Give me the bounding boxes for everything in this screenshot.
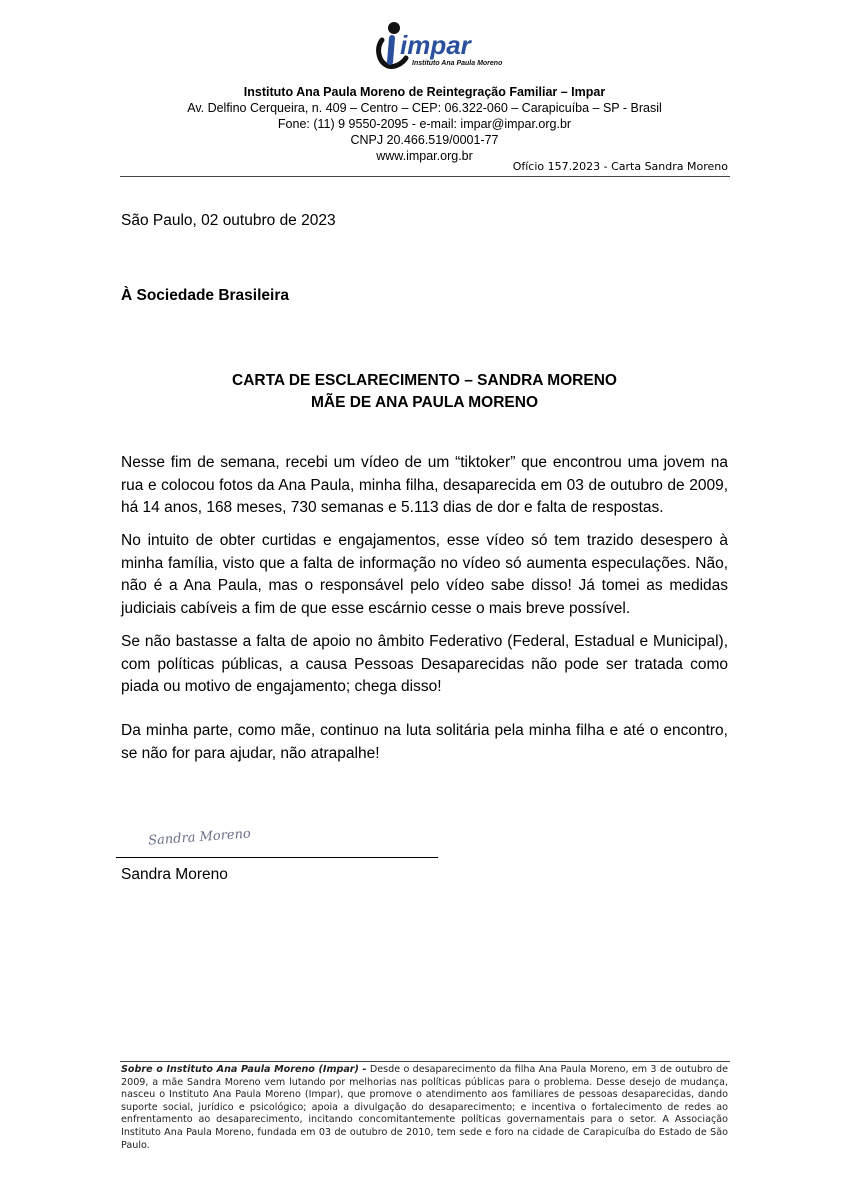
footer-note bbox=[121, 1064, 728, 1152]
contact-info: Fone: (11) 9 9550-2095 - e-mail: impar@impar.org.br bbox=[277, 117, 572, 131]
reference-number: Ofício 157.2023 - Carta Sandra Moreno bbox=[512, 160, 728, 173]
header-divider bbox=[120, 176, 730, 177]
address: Av. Delfino Cerqueira, n. 409 – Centro – CEP: 06.322-060 – Carapicuíba – SP - Brasil bbox=[187, 101, 662, 115]
impar-logo bbox=[372, 18, 503, 76]
title-line-2: MÃE DE ANA PAULA MORENO bbox=[310, 394, 539, 411]
cnpj: CNPJ 20.466.519/0001-77 bbox=[350, 133, 499, 147]
letter-title bbox=[121, 370, 728, 414]
letterhead bbox=[0, 84, 849, 164]
paragraph-1: Nesse fim de semana, recebi um vídeo de um “tiktoker” que encontrou uma jovem na rua e colocou fotos da Ana Paula, minha filha, desaparecida em 03 de outubro de 2009, há 14 anos, 168 meses, 730 semanas e 5.113 dias de dor e falta de respostas. bbox=[121, 454, 728, 516]
svg-text:Instituto Ana Paula Moreno: Instituto Ana Paula Moreno bbox=[412, 60, 503, 67]
letter-recipient: À Sociedade Brasileira bbox=[121, 287, 289, 304]
letter-date: São Paulo, 02 outubro de 2023 bbox=[121, 212, 336, 229]
paragraph-4: Da minha parte, como mãe, continuo na luta solitária pela minha filha e até o encontro, se não for para ajudar, não atrapalhe! bbox=[121, 722, 728, 762]
signature-line bbox=[116, 857, 438, 858]
title-line-1: CARTA DE ESCLARECIMENTO – SANDRA MORENO bbox=[232, 372, 617, 389]
footer-divider bbox=[120, 1061, 730, 1062]
paragraph-2: No intuito de obter curtidas e engajamentos, esse vídeo só tem trazido desespero à minha família, visto que a falta de informação no vídeo só aumenta especulações. Não, não é a Ana Paula, mas o responsável pelo vídeo sabe disso! Já tomei as medidas judiciais cabíveis a fim de que esse escárnio cesse o mais breve possível. bbox=[121, 532, 728, 617]
institution-name: Instituto Ana Paula Moreno de Reintegração Familiar – Impar bbox=[243, 85, 606, 99]
svg-text:Sandra Moreno: Sandra Moreno bbox=[147, 826, 252, 849]
signer-name: Sandra Moreno bbox=[121, 866, 228, 883]
footer-lead: Sobre o Instituto Ana Paula Moreno (Impar) - bbox=[121, 1064, 367, 1075]
website: www.impar.org.br bbox=[376, 149, 473, 163]
footer-body: Desde o desaparecimento da filha Ana Paula Moreno, em 3 de outubro de 2009, a mãe Sandra Moreno vem lutando por melhorias nas políticas públicas para o problema. Desse desejo de mudança, nasceu o Instituto Ana Paula Moreno (Impar), que promove o atendimento aos familiares de pessoas desaparecidas, dando suporte social, jurídico e psicológico; apoia a divulgação do desaparecimento; e incentiva o fortalecimento de redes ao enfrentamento ao desaparecimento, incitando concomitantemente políticas governamentais para o setor. A Associação Instituto Ana Paula Moreno, fundada em 03 de outubro de 2010, tem sede e foro na cidade de Carapicuíba do Estado de São Paulo. bbox=[121, 1064, 728, 1151]
svg-text:impar: impar bbox=[400, 30, 471, 60]
paragraph-3: Se não bastasse a falta de apoio no âmbito Federativo (Federal, Estadual e Municipal), com políticas públicas, a causa Pessoas Desaparecidas não pode ser tratada como piada ou motivo de engajamento; chega disso! bbox=[121, 633, 728, 695]
handwritten-signature bbox=[140, 805, 270, 855]
